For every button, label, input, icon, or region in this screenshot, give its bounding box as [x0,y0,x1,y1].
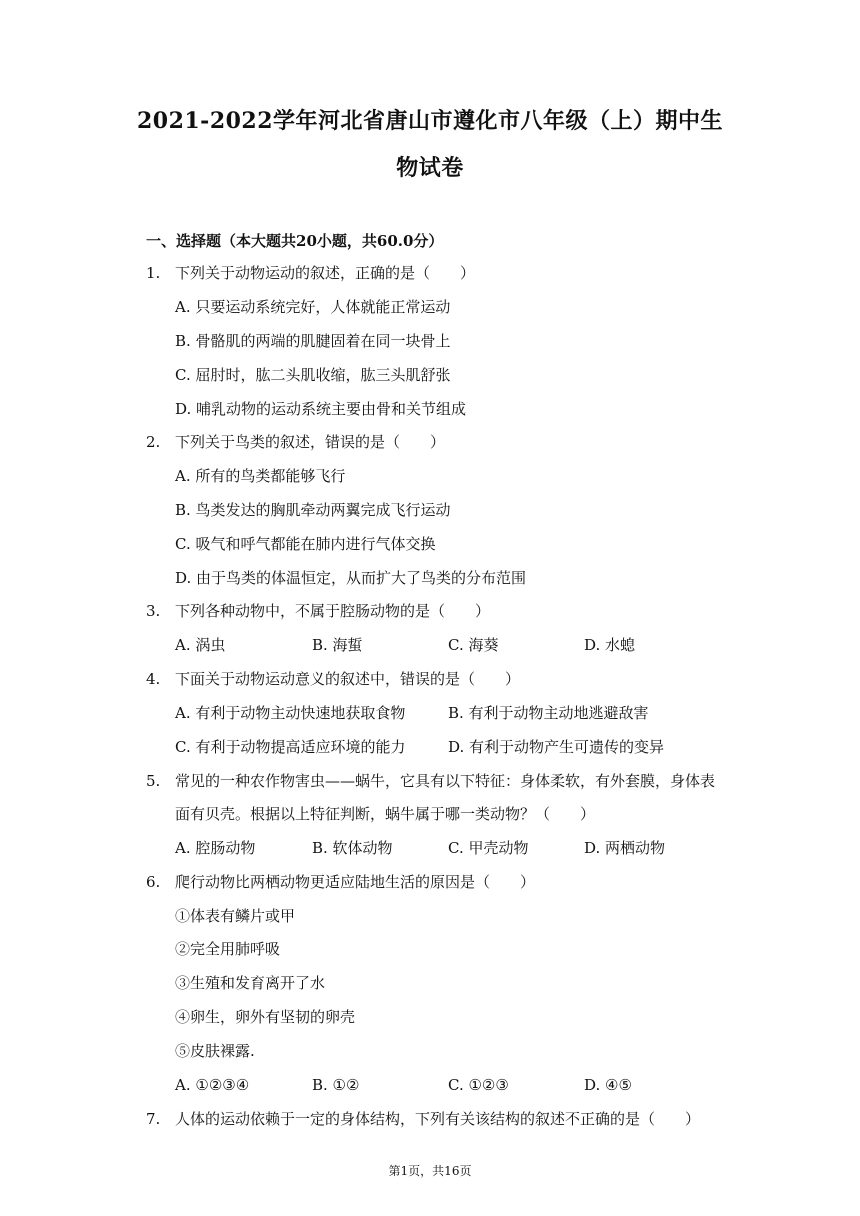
statement-2: ②完全用肺呼吸 [175,940,281,958]
question-stem: 人体的运动依赖于一定的身体结构，下列有关该结构的叙述不正确的是（ ） [175,1110,701,1128]
question-stem: 下列各种动物中，不属于腔肠动物的是（ ） [175,602,491,620]
option-c: C. ①②③ [448,1076,509,1094]
question-number: 5. [146,772,161,790]
question-stem: 下列关于动物运动的叙述，正确的是（ ） [175,264,476,282]
option-d: D. 由于鸟类的体温恒定，从而扩大了鸟类的分布范围 [175,569,527,587]
question-number: 3. [146,602,161,620]
question-number: 6. [146,873,161,891]
option-b: B. ①② [312,1076,360,1094]
question-number: 7. [146,1110,161,1128]
question-stem-line-1: 常见的一种农作物害虫——蜗牛，它具有以下特征：身体柔软，有外套膜，身体表 [175,772,716,790]
option-a: A. 腔肠动物 [175,839,256,857]
option-b: B. 骨骼肌的两端的肌腱固着在同一块骨上 [175,332,451,350]
statement-5: ⑤皮肤裸露. [175,1042,255,1060]
document-title-line-2: 物试卷 [396,155,464,181]
question-stem-line-2: 面有贝壳。根据以上特征判断，蜗牛属于哪一类动物？（ ） [175,805,596,823]
document-title-line-1: 2021-2022学年河北省唐山市遵化市八年级（上）期中生 [136,108,724,134]
option-b: B. 软体动物 [312,839,393,857]
option-b: B. 有利于动物主动地逃避敌害 [448,704,649,722]
option-c: C. 有利于动物提高适应环境的能力 [175,738,406,756]
section-heading: 一、选择题（本大题共20小题，共60.0分） [146,232,444,250]
option-d: D. 哺乳动物的运动系统主要由骨和关节组成 [175,400,467,418]
option-c: C. 屈肘时，肱二头肌收缩，肱三头肌舒张 [175,366,451,384]
question-number: 1. [146,264,161,282]
question-number: 2. [146,433,161,451]
option-a: A. 只要运动系统完好，人体就能正常运动 [175,298,451,316]
option-c: C. 甲壳动物 [448,839,529,857]
option-a: A. 有利于动物主动快速地获取食物 [175,704,406,722]
option-a: A. ①②③④ [175,1076,250,1094]
option-d: D. 两栖动物 [584,839,666,857]
question-stem: 下列关于鸟类的叙述，错误的是（ ） [175,433,446,451]
option-a: A. 所有的鸟类都能够飞行 [175,467,346,485]
option-b: B. 海蜇 [312,636,363,654]
option-d: D. 水螅 [584,636,636,654]
option-c: C. 海葵 [448,636,499,654]
option-a: A. 涡虫 [175,636,226,654]
statement-3: ③生殖和发育离开了水 [175,974,326,992]
option-d: D. 有利于动物产生可遗传的变异 [448,738,665,756]
option-d: D. ④⑤ [584,1076,632,1094]
question-stem: 爬行动物比两栖动物更适应陆地生活的原因是（ ） [175,873,536,891]
page-footer: 第1页，共16页 [388,1164,472,1178]
statement-4: ④卵生，卵外有坚韧的卵壳 [175,1008,356,1026]
question-stem: 下面关于动物运动意义的叙述中，错误的是（ ） [175,670,521,688]
option-b: B. 鸟类发达的胸肌牵动两翼完成飞行运动 [175,501,451,519]
option-c: C. 吸气和呼气都能在肺内进行气体交换 [175,535,436,553]
statement-1: ①体表有鳞片或甲 [175,907,296,925]
question-number: 4. [146,670,161,688]
